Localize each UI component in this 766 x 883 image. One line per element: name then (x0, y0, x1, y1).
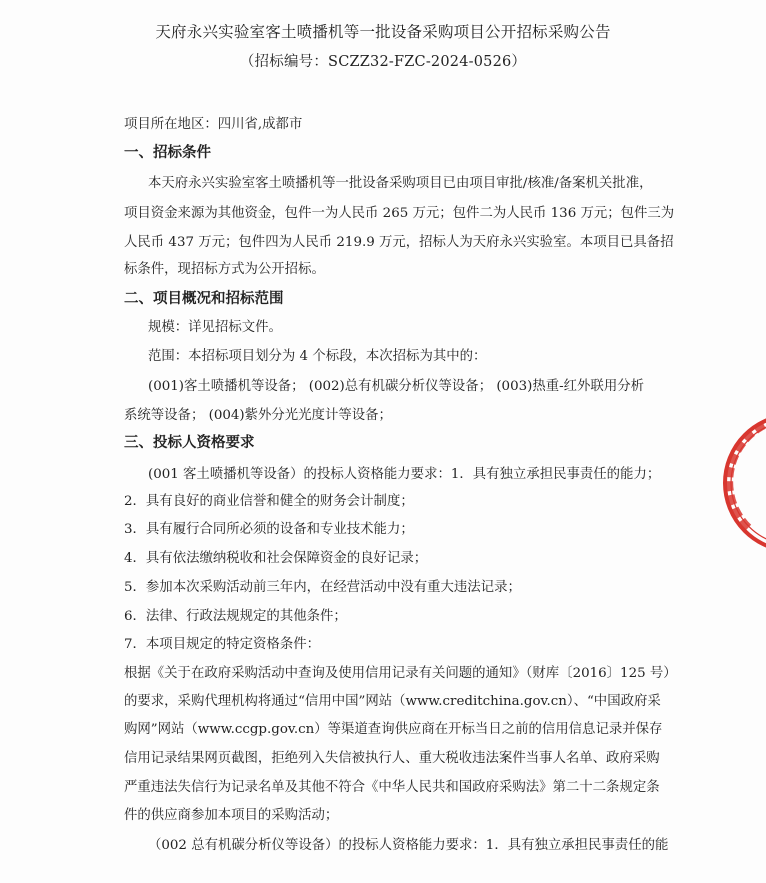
paragraph-line: 的要求，采购代理机构将通过“信用中国”网站（www.creditchina.gov.cn）、“中国政府采 (124, 694, 661, 709)
paragraph-line: 2．具有良好的商业信誉和健全的财务会计制度； (124, 494, 414, 509)
tender-number: （招标编号：SCZZ32-FZC-2024-0526） (239, 54, 527, 70)
red-seal-stamp (718, 408, 766, 558)
paragraph-line: 标条件，现招标方式为公开招标。 (124, 262, 325, 277)
paragraph-line: 3．具有履行合同所必须的设备和专业技术能力； (124, 522, 414, 537)
paragraph-line: 项目资金来源为其他资金，包件一为人民币 265 万元；包件二为人民币 136 万元；包件三为 (124, 206, 675, 221)
paragraph-line: 5．参加本次采购活动前三年内，在经营活动中没有重大违法记录； (124, 580, 521, 595)
paragraph-line: 人民币 437 万元；包件四为人民币 219.9 万元，招标人为天府永兴实验室。本项目已具备招 (124, 235, 674, 250)
paragraph-line: 件的供应商参加本项目的采购活动； (124, 808, 339, 823)
paragraph-line: 本天府永兴实验室客土喷播机等一批设备采购项目已由项目审批/核准/备案机关批准， (148, 176, 653, 191)
paragraph-line: 购网”网站（www.ccgp.gov.cn）等渠道查询供应商在开标当日之前的信用信息记录并保存 (124, 722, 663, 737)
section-heading-1: 一、招标条件 (124, 145, 211, 161)
paragraph-line: 信用记录结果网页截图，拒绝列入失信被执行人、重大税收违法案件当事人名单、政府采购 (124, 751, 660, 766)
project-location: 项目所在地区：四川省,成都市 (124, 117, 303, 132)
paragraph-line: (001)客土喷播机等设备； (002)总有机碳分析仪等设备； (003)热重-红外联用分析 (148, 379, 644, 394)
paragraph-line: 规模：详见招标文件。 (148, 320, 282, 335)
paragraph-line: 4．具有依法缴纳税收和社会保障资金的良好记录； (124, 551, 428, 566)
paragraph-line: （002 总有机碳分析仪等设备）的投标人资格能力要求：1．具有独立承担民事责任的能 (148, 838, 669, 853)
document-title: 天府永兴实验室客土喷播机等一批设备采购项目公开招标采购公告 (155, 23, 611, 41)
paragraph-line: 严重违法失信行为记录名单及其他不符合《中华人民共和国政府采购法》第二十二条规定条 (124, 780, 660, 795)
section-heading-3: 三、投标人资格要求 (124, 435, 255, 451)
paragraph-line: 7．本项目规定的特定资格条件： (124, 637, 320, 652)
paragraph-line: (001 客土喷播机等设备）的投标人资格能力要求：1．具有独立承担民事责任的能力； (148, 467, 661, 482)
paragraph-line: 范围：本招标项目划分为 4 个标段，本次招标为其中的： (148, 349, 487, 364)
paragraph-line: 6．法律、行政法规规定的其他条件； (124, 609, 347, 624)
paragraph-line: 根据《关于在政府采购活动中查询及使用信用记录有关问题的通知》（财库〔2016〕125 号） (124, 666, 677, 681)
section-heading-2: 二、项目概况和招标范围 (124, 291, 284, 307)
paragraph-line: 系统等设备； (004)紫外分光光度计等设备； (124, 408, 392, 423)
